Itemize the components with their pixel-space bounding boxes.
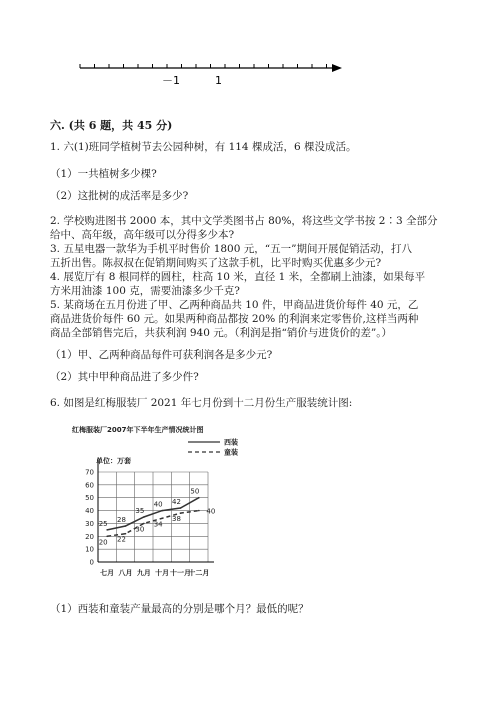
q4-line2: 方米用油漆 100 克，需要油漆多少千克?: [50, 285, 240, 297]
chart-data-label: 22: [117, 535, 126, 544]
q5-line3: 商品全部销售完后，共获利润 940 元。（利润是指“销价与进货价的差”。）: [50, 327, 392, 339]
chart-data-point: [143, 516, 145, 518]
chart-y-tick-label: 60: [85, 481, 94, 490]
chart-data-label: 34: [153, 520, 163, 529]
q6-sub1: （1）西装和童装产量最高的分别是哪个月？最低的呢？: [50, 603, 309, 615]
q2-line1: 2. 学校购进图书 2000 本，其中文学类图书占 80%，将这些文学书按 2∶3 全部分: [50, 215, 438, 227]
chart-data-label: 50: [190, 487, 200, 496]
q4-line1: 4. 展览厅有 8 根同样的圆柱，柱高 10 米，直径 1 米，全都刷上油漆，如果每平: [50, 271, 426, 283]
chart-data-point: [180, 512, 182, 514]
chart-data-point: [198, 510, 200, 512]
chart-legend-label: 童装: [224, 448, 238, 457]
q1-sub1: （1）一共植树多少棵?: [50, 168, 157, 180]
chart-y-tick-label: 10: [85, 545, 94, 554]
number-line-label-1: 1: [215, 74, 222, 87]
chart-data-point: [198, 497, 200, 499]
chart-data-label: 28: [117, 516, 126, 524]
chart-data-point: [161, 517, 163, 519]
chart-y-tick-label: 70: [85, 468, 94, 477]
chart-data-point: [106, 535, 108, 537]
chart-y-tick-label: 20: [85, 532, 94, 541]
chart-y-tick-label: 40: [85, 507, 94, 516]
chart-data-point: [125, 533, 127, 535]
chart-x-tick-label: 十一月: [170, 569, 191, 577]
chart-x-tick-label: 十月: [155, 569, 170, 577]
chart-data-label: 20: [98, 538, 108, 547]
chart-data-label: 40: [206, 507, 216, 516]
q2-line2: 给中、高年级，高年级可以分得多少本?: [50, 229, 235, 241]
chart-legend-label: 西装: [224, 438, 238, 447]
chart-data-point: [125, 525, 127, 527]
section-title: 六. (共 6 题，共 45 分): [50, 119, 173, 132]
chart-title: 红梅服装厂2007年下半年生产情况统计图: [72, 426, 204, 434]
q1-sub2: （2）这批树的成活率是多少?: [50, 190, 189, 202]
chart-data-label: 40: [153, 500, 163, 509]
number-line: [70, 60, 350, 90]
chart-y-tick-label: 30: [85, 519, 94, 528]
number-line-label-neg1: －1: [162, 74, 180, 87]
chart-x-tick-label: 七月: [100, 569, 115, 577]
line-chart: [70, 420, 250, 590]
chart-x-tick-label: 九月: [136, 569, 151, 577]
q1-stem: 1. 六(1)班同学植树节去公园种树，有 114 棵成活，6 棵没成活。: [50, 141, 357, 153]
q6-stem: 6. 如图是红梅服装厂 2021 年七月份到十二月份生产服装统计图:: [50, 397, 353, 409]
chart-data-point: [106, 529, 108, 531]
chart-x-tick-label: 十二月: [188, 569, 210, 577]
chart-data-label: 38: [172, 515, 181, 524]
q5-line1: 5. 某商场在五月份进了甲、乙两种商品共 10 件，甲商品进货价每件 40 元，乙: [50, 299, 419, 311]
chart-data-point: [180, 507, 182, 509]
chart-data-point: [143, 523, 145, 525]
chart-y-tick-label: 50: [85, 494, 94, 503]
chart-unit-label: 单位：万套: [96, 457, 131, 465]
q5-line2: 商品进货价每件 60 元。如果两种商品都按 20% 的利润来定零售价,这样当两种: [50, 313, 419, 325]
chart-data-label: 35: [135, 507, 145, 515]
q5-sub1: （1）甲、乙两种商品每件可获利润各是多少元?: [50, 349, 273, 361]
chart-data-label: 42: [172, 498, 181, 506]
chart-data-label: 30: [135, 525, 145, 534]
chart-y-tick-label: 0: [89, 558, 94, 567]
chart-x-tick-label: 八月: [118, 569, 133, 577]
chart-data-point: [161, 510, 163, 512]
q3-line2: 五折出售。陈叔叔在促销期间购买了这款手机，比平时购买优惠多少元?: [50, 257, 382, 269]
chart-data-label: 25: [98, 519, 108, 528]
q5-sub2: （2）其中甲种商品进了多少件?: [50, 371, 199, 383]
q3-line1: 3. 五星电器一款华为手机平时售价 1800 元，“五一”期间开展促销活动，打八: [50, 243, 412, 255]
